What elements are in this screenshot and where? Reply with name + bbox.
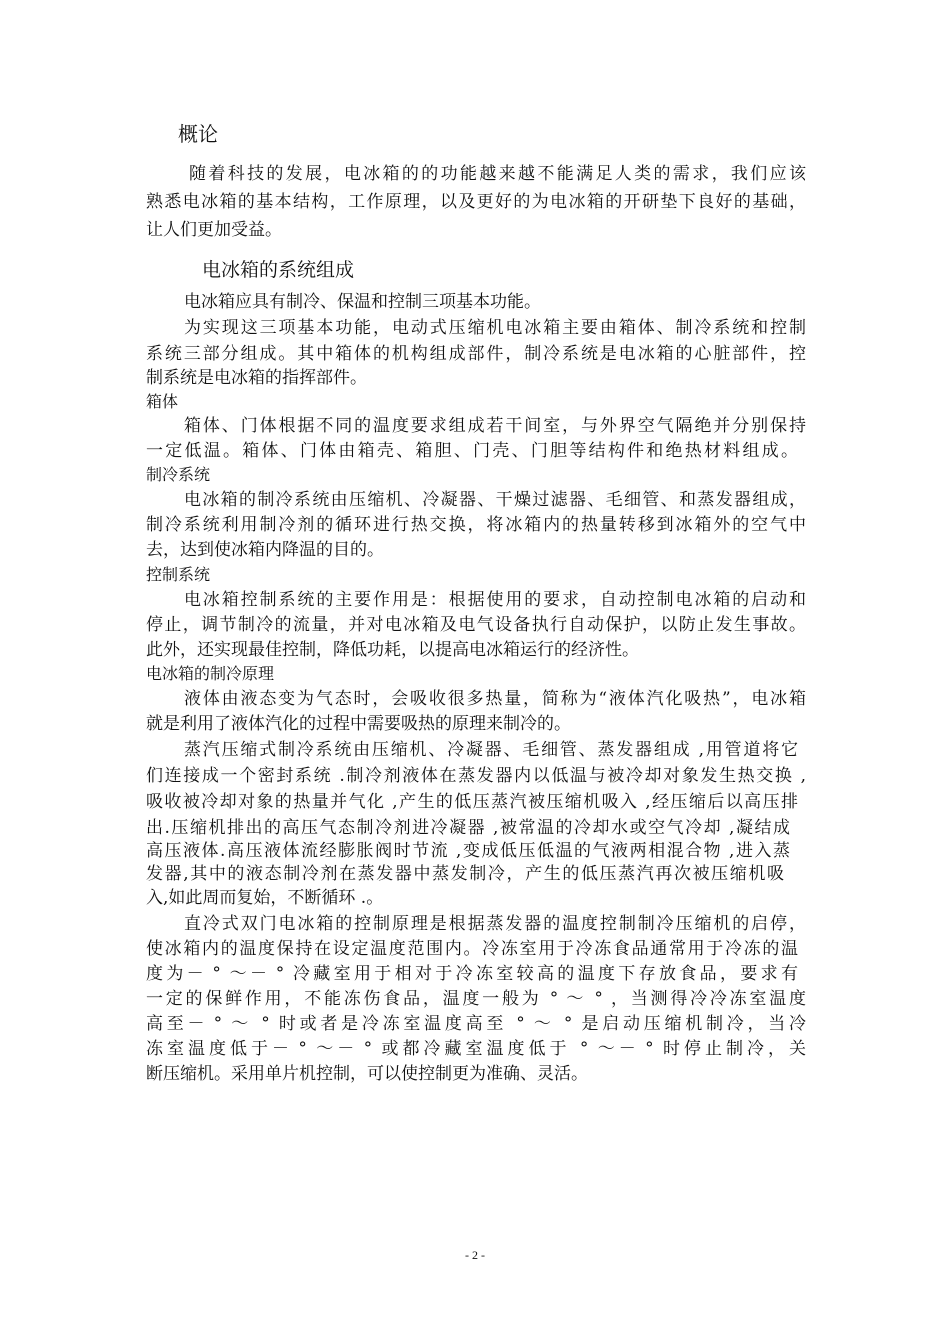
principle-line-1: 液体由液态变为气态时，会吸收很多热量，简称为“液体汽化吸热”，电冰箱 [184, 689, 806, 709]
box-line-1: 箱体、门体根据不同的温度要求组成若干间室，与外界空气隔绝并分别保持 [184, 416, 806, 436]
direct-line-1: 直冷式双门电冰箱的控制原理是根据蒸发器的温度控制制冷压缩机的启停， [184, 914, 806, 934]
control-line-3: 此外，还实现最佳控制，降低功耗，以提高电冰箱运行的经济性。 [146, 640, 639, 660]
control-line-1: 电冰箱控制系统的主要作用是：根据使用的要求，自动控制电冰箱的启动和 [184, 590, 806, 610]
direct-line-3: 度为－ ° ～－ ° 冷藏室用于相对于冷冻室较高的温度下存放食品，要求有 [146, 964, 798, 984]
system-line-4: 制系统是电冰箱的指挥部件。 [146, 368, 367, 388]
subheading-refrigeration: 制冷系统 [146, 465, 211, 484]
vapor-line-2: 们连接成一个密封系统 .制冷剂液体在蒸发器内以低温与被冷却对象发生热交换 , [146, 766, 806, 786]
direct-line-6: 冻室温度低于－ ° ～－ ° 或都冷藏室温度低于 ° ～－ ° 时停止制冷，关 [146, 1039, 806, 1059]
vapor-line-4: 出.压缩机排出的高压气态制冷剂进冷凝器 ,被常温的冷却水或空气冷却 ,凝结成 [146, 818, 790, 838]
vapor-line-3: 吸收被冷却对象的热量并气化 ,产生的低压蒸汽被压缩机吸入 ,经压缩后以高压排 [146, 792, 798, 812]
direct-line-2: 使冰箱内的温度保持在设定温度范围内。冷冻室用于冷冻食品通常用于冷冻的温 [146, 939, 798, 959]
system-line-1: 电冰箱应具有制冷、保温和控制三项基本功能。 [184, 292, 541, 312]
subheading-principle: 电冰箱的制冷原理 [146, 664, 275, 683]
heading-system: 电冰箱的系统组成 [202, 259, 355, 281]
direct-line-4: 一定的保鲜作用，不能冻伤食品，温度一般为 ° ～ ° ，当测得冷冷冻室温度 [146, 989, 806, 1009]
system-line-2: 为实现这三项基本功能，电动式压缩机电冰箱主要由箱体、制冷系统和控制 [184, 318, 806, 338]
intro-line-3: 让人们更加受益。 [146, 220, 282, 240]
intro-line-2: 熟悉电冰箱的基本结构，工作原理，以及更好的为电冰箱的开研垫下良好的基础， [146, 192, 806, 212]
refrig-line-2: 制冷系统利用制冷剂的循环进行热交换，将冰箱内的热量转移到冰箱外的空气中 [146, 515, 806, 535]
refrig-line-3: 去，达到使冰箱内降温的目的。 [146, 540, 384, 560]
subheading-box: 箱体 [146, 392, 179, 411]
vapor-line-5: 高压液体.高压液体流经膨胀阀时节流 ,变成低压低温的气液两相混合物 ,进入蒸 [146, 841, 790, 861]
intro-line-1: 随着科技的发展，电冰箱的的功能越来越不能满足人类的需求，我们应该 [189, 164, 806, 184]
system-line-3: 系统三部分组成。其中箱体的机构组成部件，制冷系统是电冰箱的心脏部件，控 [146, 344, 806, 364]
direct-line-7: 断压缩机。采用单片机控制，可以使控制更为准确、灵活。 [146, 1064, 588, 1084]
heading-overview: 概论 [178, 122, 218, 146]
direct-line-5: 高至－ ° ～ ° 时或者是冷冻室温度高至 ° ～ ° 是启动压缩机制冷，当冷 [146, 1014, 806, 1034]
vapor-line-1: 蒸汽压缩式制冷系统由压缩机、冷凝器、毛细管、蒸发器组成 ,用管道将它 [184, 740, 798, 760]
box-line-2: 一定低温。箱体、门体由箱壳、箱胆、门壳、门胆等结构件和绝热材料组成。 [146, 441, 798, 461]
vapor-line-6: 发器,其中的液态制冷剂在蒸发器中蒸发制冷，产生的低压蒸汽再次被压缩机吸 [146, 864, 784, 884]
page-number: - 2 - [465, 1248, 485, 1262]
control-line-2: 停止，调节制冷的流量，并对电冰箱及电气设备执行自动保护，以防止发生事故。 [146, 615, 806, 635]
vapor-line-7: 入,如此周而复始，不断循环 .。 [146, 888, 384, 908]
refrig-line-1: 电冰箱的制冷系统由压缩机、冷凝器、干燥过滤器、毛细管、和蒸发器组成， [184, 490, 806, 510]
principle-line-2: 就是利用了液体汽化的过程中需要吸热的原理来制冷的。 [146, 714, 571, 734]
subheading-control: 控制系统 [146, 565, 211, 584]
